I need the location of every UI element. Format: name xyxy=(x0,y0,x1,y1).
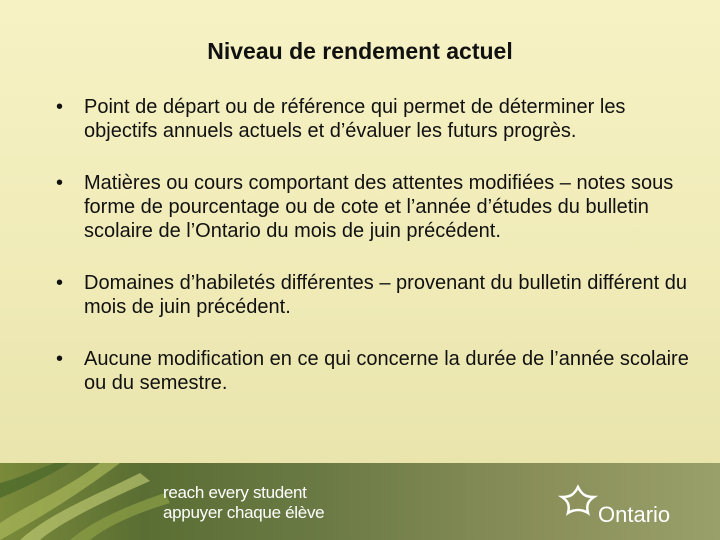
bullet-marker: • xyxy=(56,272,64,294)
decorative-swirl-graphic xyxy=(0,463,170,540)
ontario-logo xyxy=(558,483,678,527)
bullet-marker: • xyxy=(56,96,64,118)
bullet-text: Aucune modification en ce qui concerne la durée de l’année scolaire ou du semestre. xyxy=(84,348,689,394)
bullet-item xyxy=(56,271,696,319)
bullet-text: Point de départ ou de référence qui permet de déterminer les objectifs annuels actuels et d’évaluer les futurs progrès. xyxy=(84,96,626,142)
tagline-french: appuyer chaque élève xyxy=(163,503,325,522)
ontario-wordmark: Ontario xyxy=(598,502,671,527)
bullet-item xyxy=(56,347,696,395)
bullet-item xyxy=(56,95,696,143)
trillium-icon xyxy=(558,483,598,523)
bullet-item xyxy=(56,171,696,243)
bullet-marker: • xyxy=(56,348,64,370)
slide-title: Niveau de rendement actuel xyxy=(207,38,513,64)
bullet-text: Domaines d’habiletés différentes – provenant du bulletin différent du mois de juin précédent. xyxy=(84,272,687,318)
bullet-list xyxy=(56,95,696,423)
tagline-english: reach every student xyxy=(163,483,307,502)
footer-banner xyxy=(0,463,720,540)
bullet-marker: • xyxy=(56,172,64,194)
tagline xyxy=(163,483,324,523)
bullet-text: Matières ou cours comportant des attentes modifiées – notes sous forme de pourcentage ou de cote et l’année d’études du bulletin scolaire de l’Ontario du mois de juin précédent. xyxy=(84,172,674,242)
